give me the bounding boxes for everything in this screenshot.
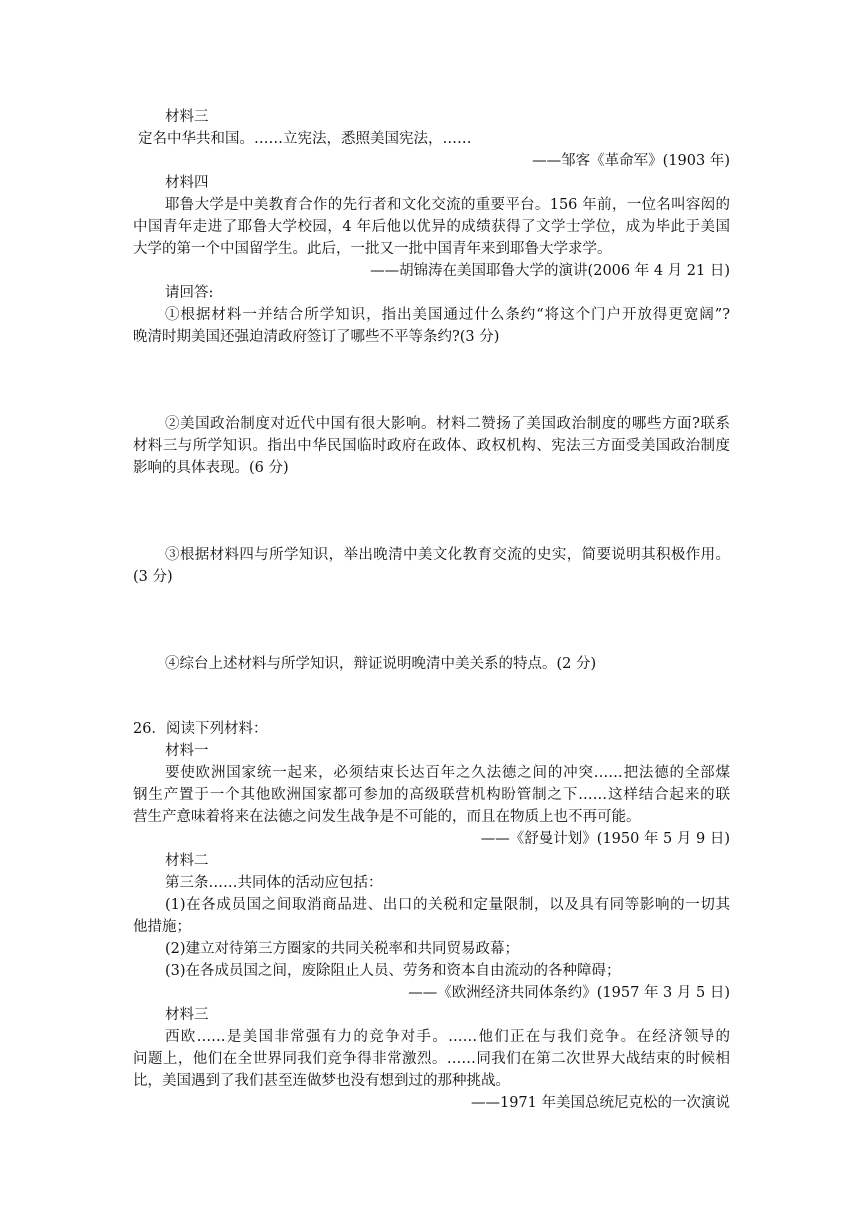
- sub-question-2-line: ②美国政治制度对近代中国有很大影响。材料二赞扬了美国政治制度的哪些方面?联系: [165, 416, 730, 432]
- q26-material-1-label: 材料一: [165, 743, 209, 759]
- material-3-text: 定名中华共和国。……立宪法，悉照美国宪法，……: [138, 131, 472, 147]
- q26-material-3-line: 西欧……是美国非常强有力的竞争对手。……他们正在与我们竞争。在经济领导的: [165, 1029, 730, 1045]
- sub-question-3-line: ③根据材料四与所学知识，举出晚清中美文化教育交流的史实，简要说明其积极作用。: [165, 547, 730, 563]
- q26-material-1-line: 营生产意味着将来在法德之问发生战争是不可能的，而且在物质上也不再可能。: [133, 809, 641, 825]
- sub-question-2-line: 影响的具体表现。(6 分): [133, 460, 289, 476]
- q26-material-1-source: ——《舒曼计划》(1950 年 5 月 9 日): [480, 831, 730, 847]
- material-4-line: 大学的第一个中国留学生。此后，一批又一批中国青年来到耶鲁大学求学。: [133, 241, 612, 257]
- question-26-header: 26．阅读下列材料：: [133, 721, 268, 737]
- q26-material-2-line: (2)建立对待第三方圈家的共同关税率和共同贸易政幕；: [165, 941, 520, 957]
- material-4-line: 中国青年走进了耶鲁大学校园，4 年后他以优异的成绩获得了文学士学位，成为毕此于美国: [133, 219, 730, 235]
- ask-label: 请回答:: [165, 285, 214, 301]
- material-4-source: ——胡锦涛在美国耶鲁大学的演讲(2006 年 4 月 21 日): [370, 263, 730, 279]
- q26-material-2-source: ——《欧洲经济共同体条约》(1957 年 3 月 5 日): [408, 985, 730, 1001]
- q26-material-3-source: ——1971 年美国总统尼克松的一次演说: [470, 1095, 730, 1111]
- material-3-label: 材料三: [165, 109, 209, 125]
- q26-material-2-line: (1)在各成员国之间取消商品进、出口的关税和定量限制，以及具有同等影响的一切其: [165, 897, 730, 913]
- material-4-line: 耶鲁大学是中美教育合作的先行者和文化交流的重要平台。156 年前，一位名叫容闳的: [165, 197, 730, 213]
- q26-material-2-line: 他措施；: [133, 919, 191, 935]
- q26-material-2-line: 第三条……共同体的活动应包括：: [165, 875, 383, 891]
- sub-question-4: ④综台上述材料与所学知识，辩证说明晚清中美关系的特点。(2 分): [165, 656, 597, 672]
- q26-material-3-line: 问题上，他们在全世界同我们竞争得非常激烈。……同我们在第二次世界大战结束的时候相: [133, 1051, 730, 1067]
- q26-material-2-line: (3)在各成员国之间，废除阻止人员、劳务和资本自由流动的各种障碍；: [165, 963, 621, 979]
- material-4-label: 材料四: [165, 175, 209, 191]
- q26-material-1-line: 要使欧洲国家统一起来，必须结束长达百年之久法德之间的冲突……把法德的全部煤: [165, 765, 730, 781]
- sub-question-1-line: ①根据材料一并结合所学知识，指出美国通过什么条约“将这个门户开放得更宽阔”?: [165, 307, 730, 323]
- q26-material-1-line: 钢生产置于一个其他欧洲国家都可参加的高级联营机构盼管制之下……这样结合起来的联: [133, 787, 730, 803]
- sub-question-3-line: (3 分): [133, 569, 173, 585]
- q26-material-3-line: 比，美国遇到了我们甚至连做梦也没有想到过的那种挑战。: [133, 1073, 510, 1089]
- q26-material-2-label: 材料二: [165, 853, 209, 869]
- sub-question-2-line: 材料三与所学知识。指出中华民国临时政府在政体、政权机构、宪法三方面受美国政治制度: [133, 438, 730, 454]
- sub-question-1-line: 晚清时期美国还强迫清政府签订了哪些不平等条约?(3 分): [133, 329, 500, 345]
- material-3-source: ——邹客《革命军》(1903 年): [532, 153, 730, 169]
- q26-material-3-label: 材料三: [165, 1007, 209, 1023]
